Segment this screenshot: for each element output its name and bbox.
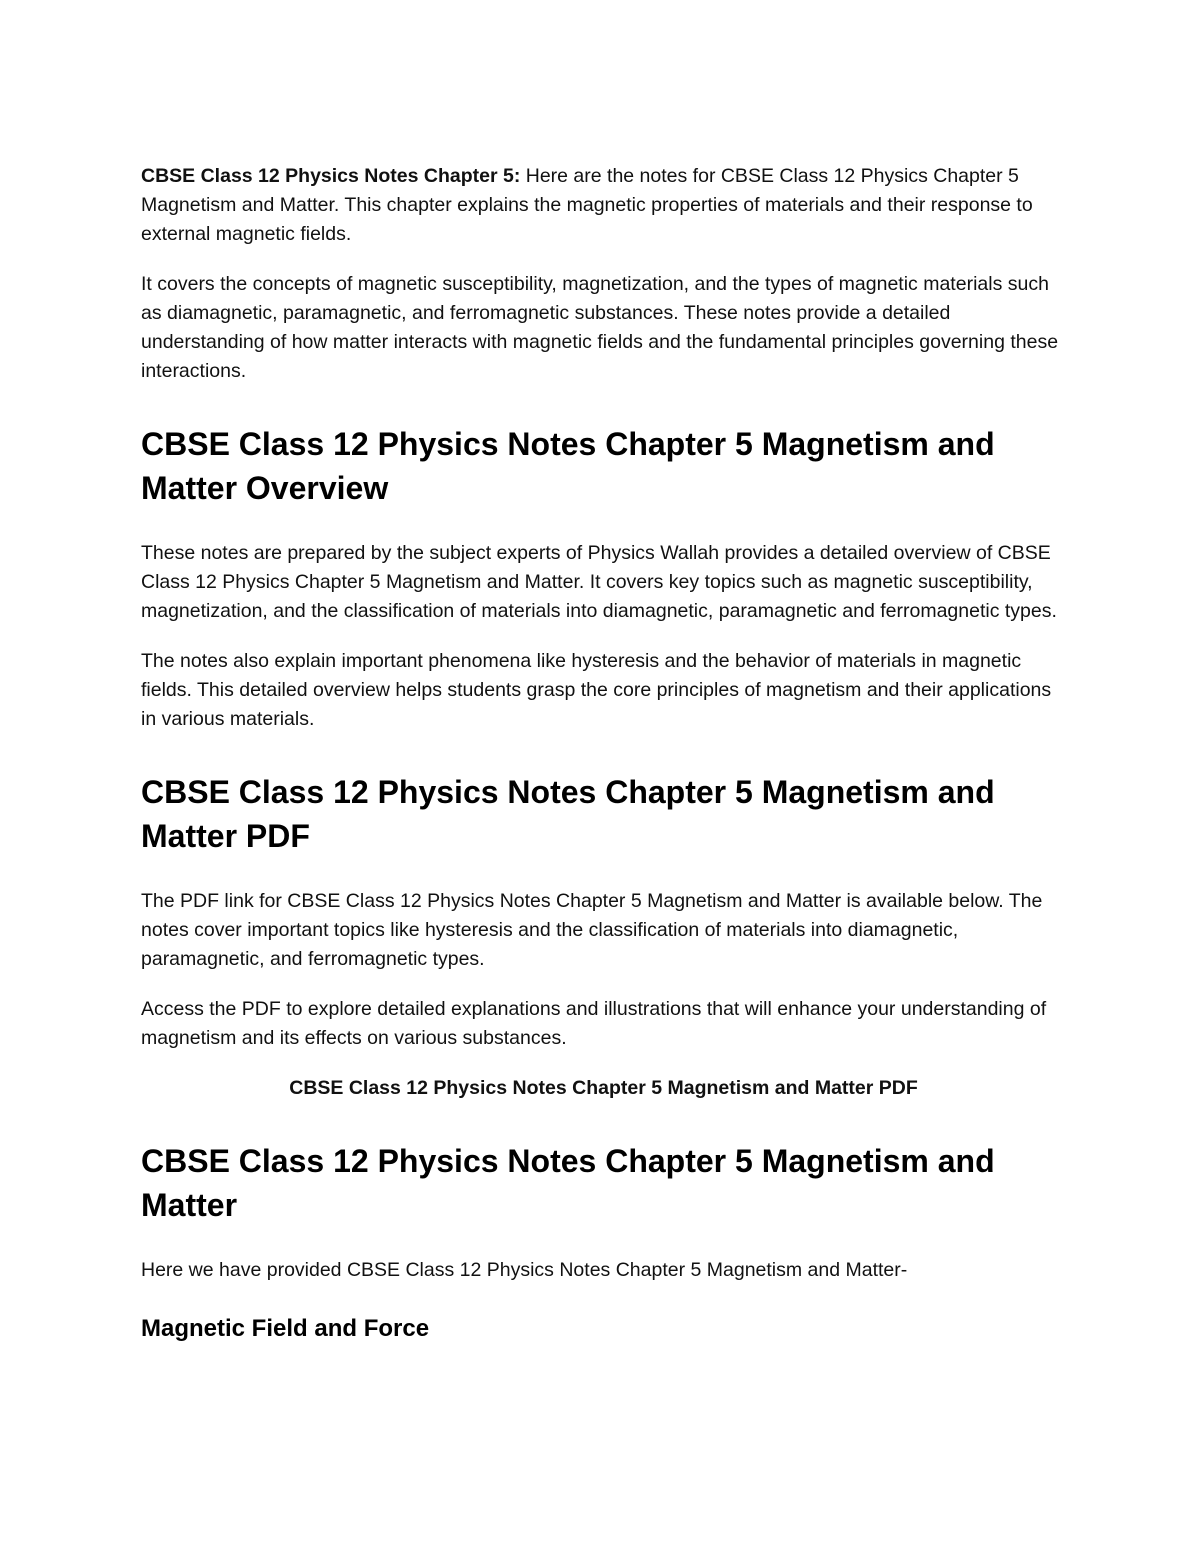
pdf-heading: CBSE Class 12 Physics Notes Chapter 5 Magnetism and Matter PDF: [141, 774, 995, 854]
notes-heading: CBSE Class 12 Physics Notes Chapter 5 Magnetism and Matter: [141, 1143, 995, 1223]
overview-paragraph-2: The notes also explain important phenomena like hysteresis and the behavior of materials in magnetic fields. This detailed overview helps students grasp the core principles of magnetism and their applications in various materials.: [141, 650, 1052, 730]
notes-paragraph-1: Here we have provided CBSE Class 12 Physics Notes Chapter 5 Magnetism and Matter-: [141, 1259, 908, 1281]
intro-paragraph-2: It covers the concepts of magnetic susceptibility, magnetization, and the types of magnetic materials such as diamagnetic, paramagnetic, and ferromagnetic substances. These notes provide a detailed understanding of how matter interacts with magnetic fields and the fundamental principles governing these interactions.: [141, 273, 1059, 382]
intro-paragraph-1: [141, 162, 1066, 249]
pdf-paragraph-2: Access the PDF to explore detailed explanations and illustrations that will enhance your understanding of magnetism and its effects on various substances.: [141, 998, 1047, 1049]
overview-paragraph-1: These notes are prepared by the subject experts of Physics Wallah provides a detailed overview of CBSE Class 12 Physics Chapter 5 Magnetism and Matter. It covers key topics such as magnetic susceptibility, magnetization, and the classification of materials into diamagnetic, paramagnetic and ferromagnetic types.: [141, 542, 1057, 622]
magnetic-field-force-subheading: Magnetic Field and Force: [141, 1315, 430, 1342]
pdf-link[interactable]: CBSE Class 12 Physics Notes Chapter 5 Magnetism and Matter PDF: [289, 1077, 918, 1099]
overview-heading: CBSE Class 12 Physics Notes Chapter 5 Magnetism and Matter Overview: [141, 426, 995, 506]
intro-lead-bold: CBSE Class 12 Physics Notes Chapter 5:: [141, 165, 521, 187]
intro-lead-text: Here are the notes for CBSE Class 12 Physics Chapter 5 Magnetism and Matter. This chapter explains the magnetic properties of materials and their response to external magnetic fields.: [141, 165, 1033, 245]
pdf-paragraph-1: The PDF link for CBSE Class 12 Physics Notes Chapter 5 Magnetism and Matter is available below. The notes cover important topics like hysteresis and the classification of materials into diamagnetic, paramagnetic, and ferromagnetic types.: [141, 890, 1043, 970]
document-page: [141, 162, 1066, 1346]
